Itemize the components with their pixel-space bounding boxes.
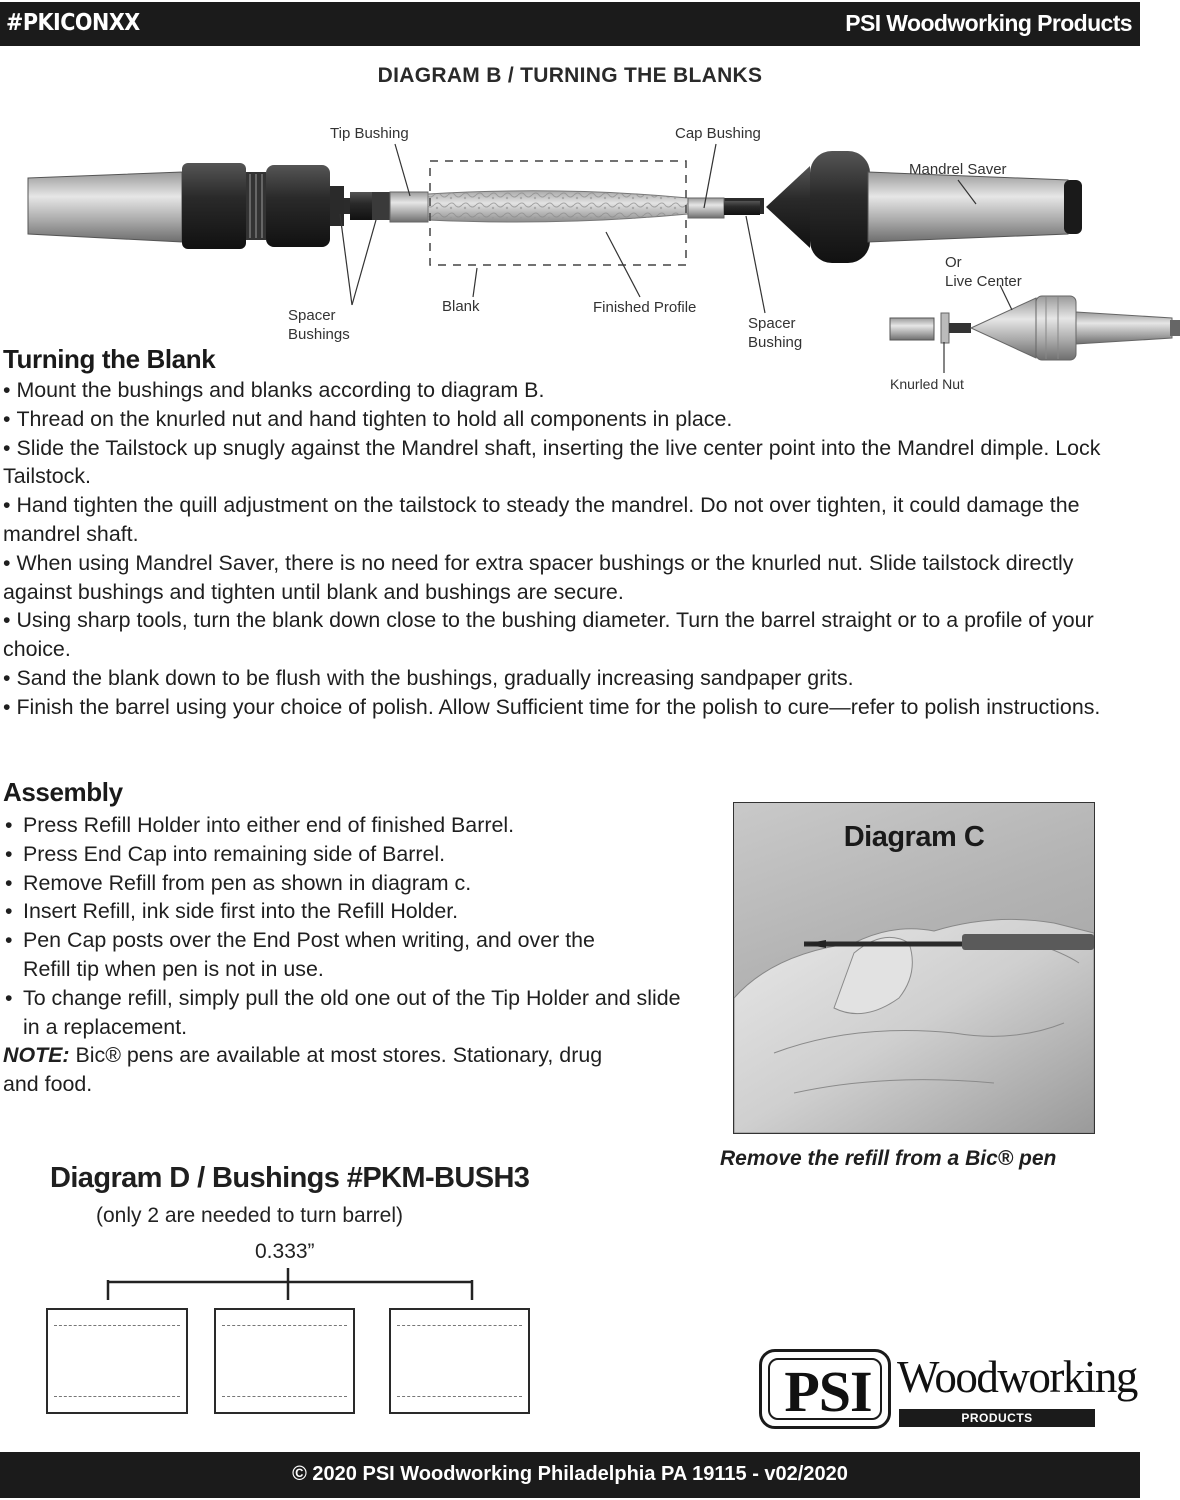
- assembly-heading: Assembly: [3, 777, 123, 807]
- note-label: NOTE:: [3, 1043, 70, 1068]
- assembly-note: [3, 1041, 643, 1099]
- turning-step-6: • Using sharp tools, turn the blank down close to the bushing diameter. Turn the barrel straight or to a profile of your choice.: [3, 606, 1143, 664]
- bushing-dimension: 0.333”: [255, 1240, 315, 1263]
- live-center: [890, 296, 1180, 360]
- logo-mark: PSI: [784, 1359, 872, 1424]
- assembly-step-3: • Remove Refill from pen as shown in diagram c.: [3, 869, 703, 898]
- label-or: Or: [945, 254, 962, 271]
- spacer-bushing-2: [372, 192, 390, 220]
- diagram-b-title: DIAGRAM B / TURNING THE BLANKS: [377, 64, 763, 87]
- collet-nut: [266, 165, 330, 247]
- assembly-step-6: • To change refill, simply pull the old one out of the Tip Holder and slide in a replacement.: [3, 984, 683, 1042]
- label-spacer-bushing-2: Bushing: [748, 334, 803, 351]
- logo-sub: PRODUCTS: [899, 1409, 1095, 1427]
- label-spacer-bushings-2: Bushings: [288, 326, 350, 343]
- turning-step-3: • Slide the Tailstock up snugly against the Mandrel shaft, inserting the live center point into the Mandrel dimple. Lock Tailstock.: [3, 434, 1143, 492]
- copyright: © 2020 PSI Woodworking Philadelphia PA 19115 - v02/2020: [292, 1463, 848, 1485]
- turning-step-2: • Thread on the knurled nut and hand tighten to hold all components in place.: [3, 405, 1143, 434]
- diagram-c-title: Diagram C: [843, 821, 985, 853]
- turning-instructions: [3, 376, 1143, 722]
- turning-step-5: • When using Mandrel Saver, there is no need for extra spacer bushings or the knurled nut. Slide tailstock directly against bushings and tighten until blank and bushings are secure.: [3, 549, 1143, 607]
- label-spacer-bushings-1: Spacer: [288, 307, 336, 324]
- label-live-center: Live Center: [945, 273, 1022, 290]
- label-blank: Blank: [442, 298, 480, 315]
- diagram-d-subtitle: (only 2 are needed to turn barrel): [96, 1204, 404, 1227]
- diagram-c-caption: Remove the refill from a Bic® pen: [720, 1147, 1057, 1170]
- morse-taper: [28, 172, 182, 242]
- header-bar: [0, 2, 1140, 46]
- assembly-step-4: • Insert Refill, ink side first into the Refill Holder.: [3, 897, 703, 926]
- cap-bushing: [688, 198, 724, 218]
- spacer-bushing-1: [350, 192, 372, 220]
- brand-name: PSI Woodworking Products: [845, 10, 1132, 36]
- turning-step-4: • Hand tighten the quill adjustment on the tailstock to steady the mandrel. Do not over tighten, it could damage the mandrel shaft.: [3, 491, 1143, 549]
- assembly-step-5: • Pen Cap posts over the End Post when writing, and over the Refill tip when pen is not in use.: [3, 926, 643, 984]
- logo-mark-box: [759, 1349, 891, 1429]
- bushing-1: [46, 1308, 188, 1414]
- diagram-d-title: Diagram D / Bushings #PKM-BUSH3: [50, 1162, 530, 1194]
- assembly-step-1: • Press Refill Holder into either end of finished Barrel.: [3, 811, 703, 840]
- label-tip-bushing: Tip Bushing: [330, 125, 409, 142]
- label-cap-bushing: Cap Bushing: [675, 125, 761, 142]
- turning-step-7: • Sand the blank down to be flush with the bushings, gradually increasing sandpaper grits.: [3, 664, 1143, 693]
- bushing-2: [214, 1308, 355, 1414]
- psi-logo: [759, 1349, 1137, 1433]
- label-spacer-bushing-1: Spacer: [748, 315, 796, 332]
- footer-bar: [0, 1452, 1140, 1498]
- turning-step-1: • Mount the bushings and blanks according to diagram B.: [3, 376, 1143, 405]
- bushing-3: [389, 1308, 530, 1414]
- note-text: Bic® pens are available at most stores. Stationary, drug and food.: [3, 1043, 603, 1097]
- tip-bushing: [390, 192, 428, 222]
- mandrel-saver-cone: [766, 166, 810, 248]
- product-code: #PKICONXX: [6, 10, 140, 36]
- collet-body: [182, 163, 246, 249]
- assembly-step-2: • Press End Cap into remaining side of Barrel.: [3, 840, 703, 869]
- logo-word: Woodworking: [897, 1352, 1137, 1402]
- turning-step-8: • Finish the barrel using your choice of polish. Allow Sufficient time for the polish to cure—refer to polish instructions.: [3, 693, 1143, 722]
- assembly-list: [3, 811, 703, 1099]
- mandrel-saver-taper: [868, 172, 1068, 242]
- dimension-bracket: [0, 1264, 600, 1314]
- turning-heading: Turning the Blank: [3, 344, 216, 374]
- label-mandrel-saver: Mandrel Saver: [909, 161, 1007, 178]
- label-knurled-nut: Knurled Nut: [890, 376, 964, 392]
- diagram-c-photo: [733, 802, 1095, 1134]
- label-finished-profile: Finished Profile: [593, 299, 697, 316]
